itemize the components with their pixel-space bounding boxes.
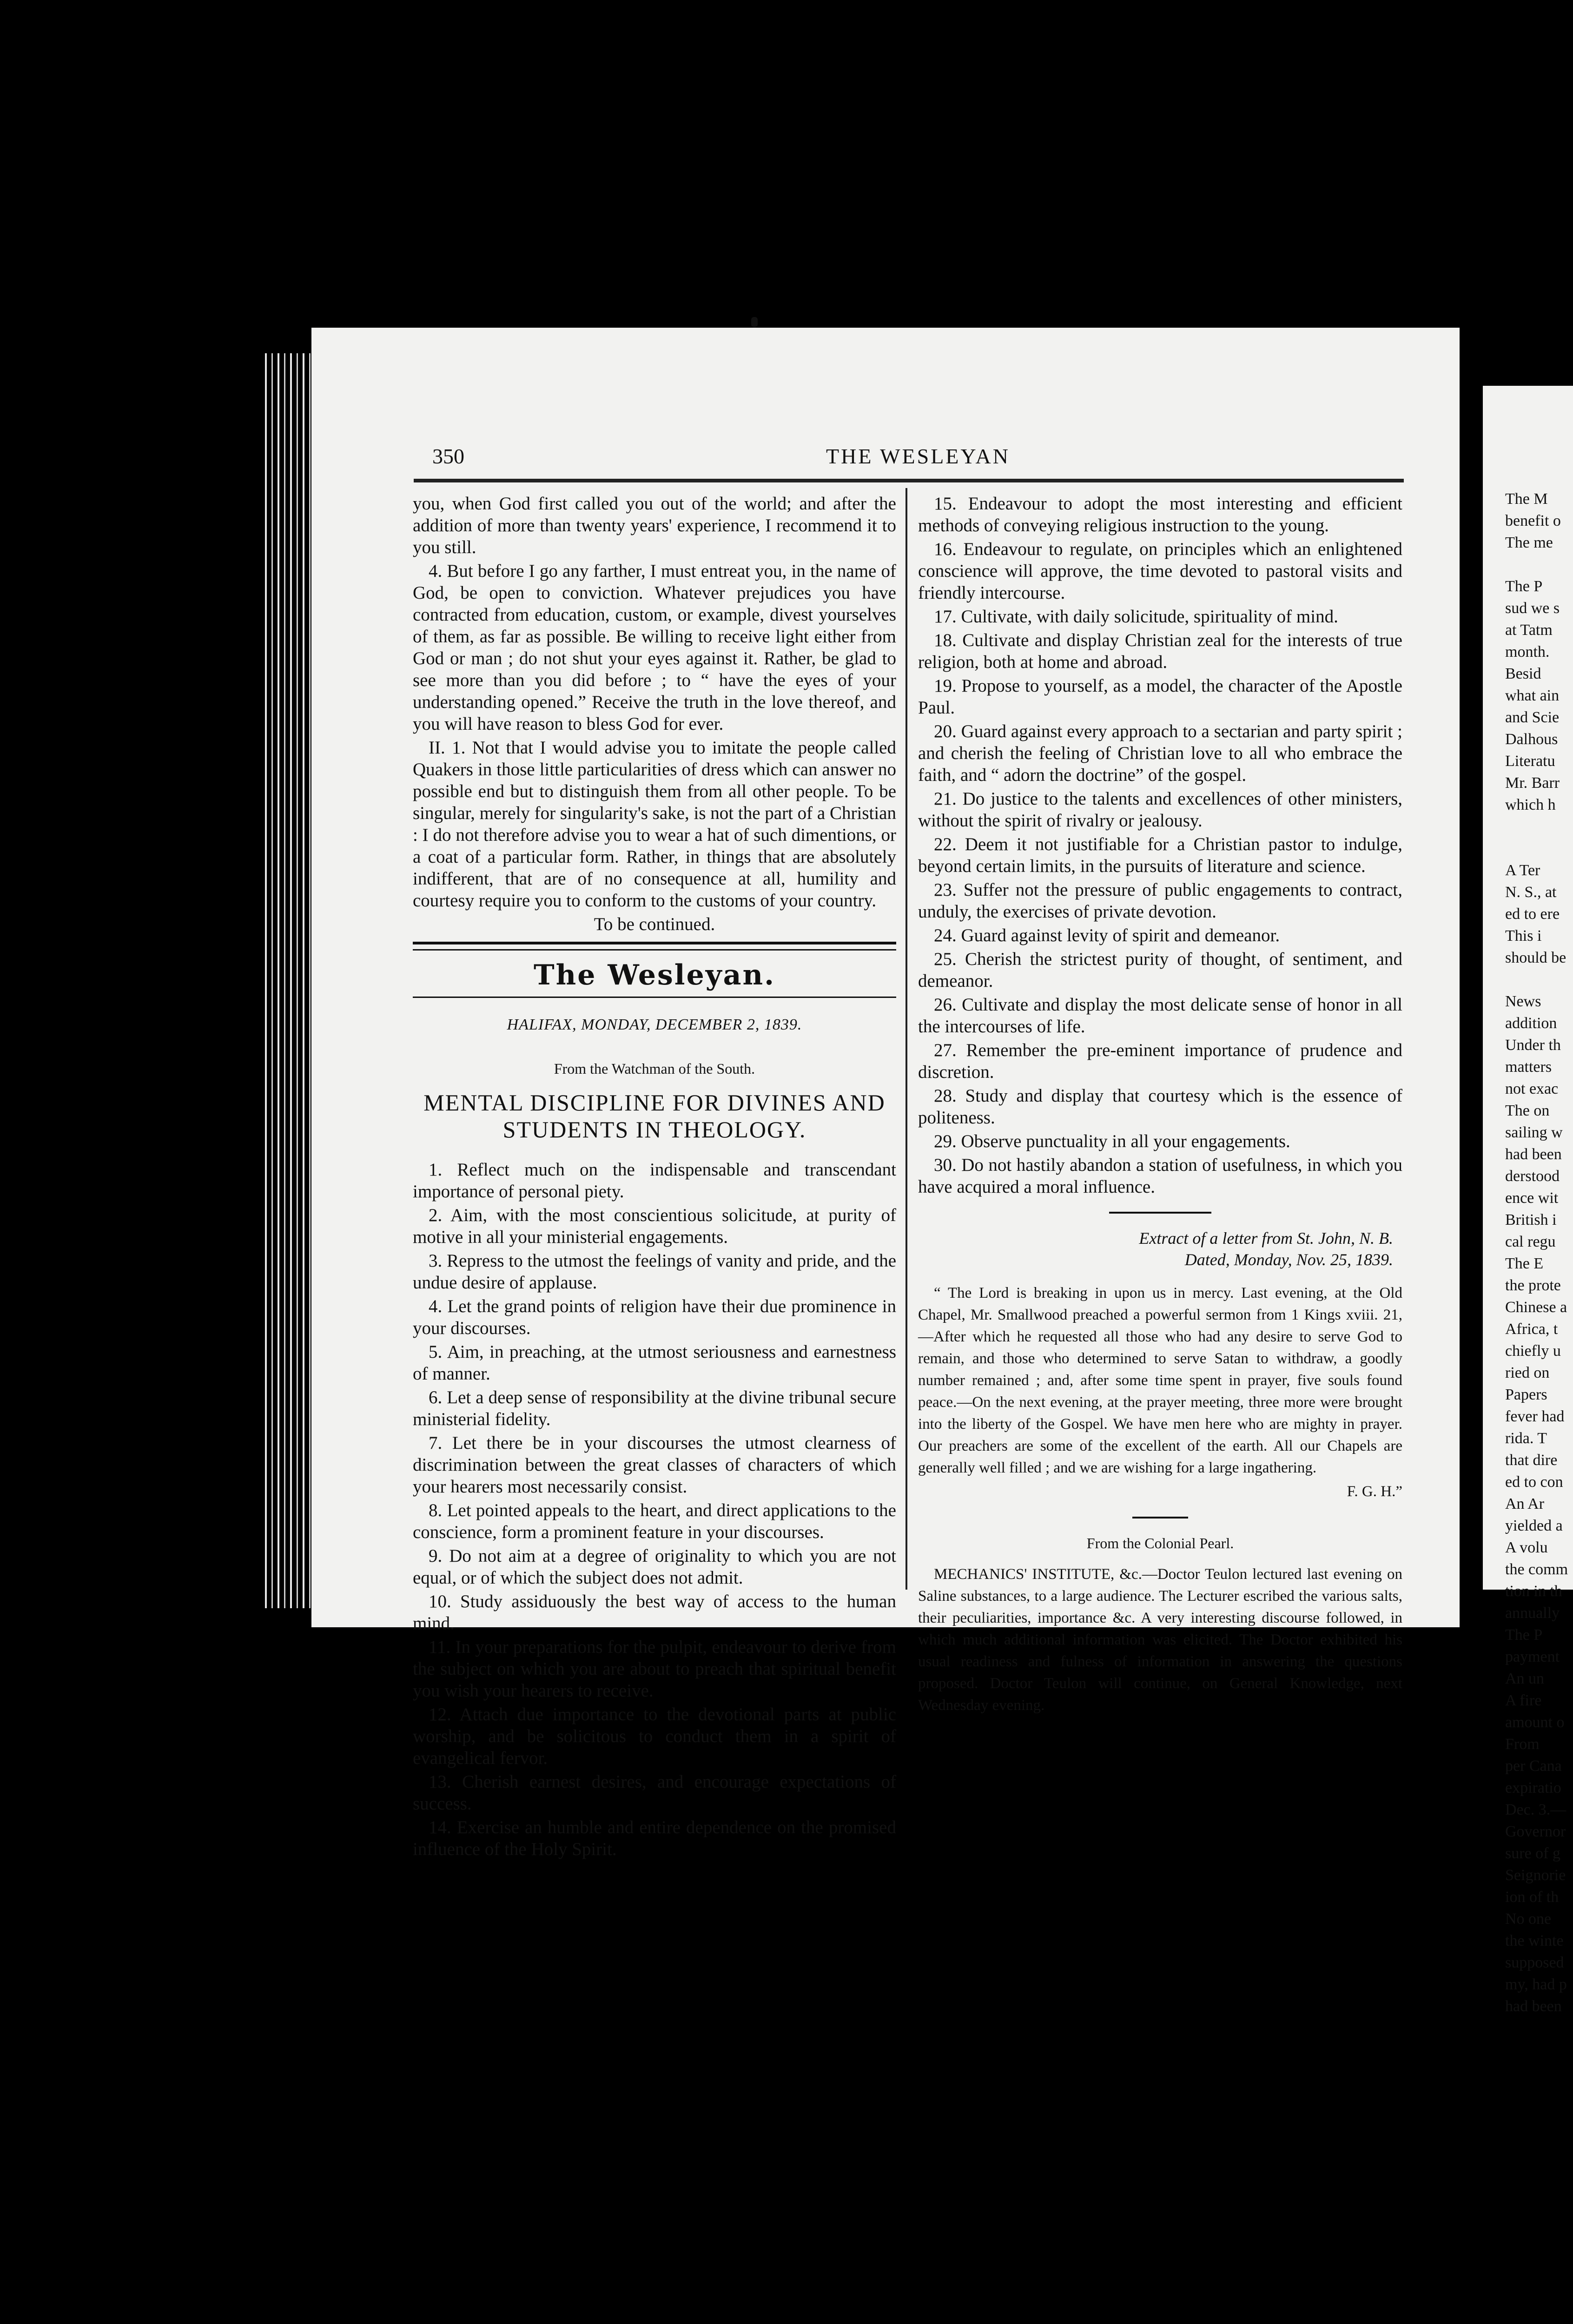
list-item: 23. Suffer not the pressure of public engagements to contract, unduly, the exercises of private devotion. bbox=[918, 880, 1402, 922]
list-item: 11. In your preparations for the pulpit, endeavour to derive from the subject on which you are about to preach that spiritual benefit you wish your hearers to receive. bbox=[413, 1637, 896, 1701]
list-item: 30. Do not hastily abandon a station of usefulness, in which you have acquired a moral influence. bbox=[918, 1155, 1402, 1197]
facing-page-line: ed to con bbox=[1505, 1473, 1563, 1491]
facing-page-line: sailing w bbox=[1505, 1124, 1563, 1141]
facing-page-line: The E bbox=[1505, 1255, 1544, 1272]
facing-page-line: had been bbox=[1505, 1146, 1562, 1163]
article-source: From the Colonial Pearl. bbox=[1086, 1535, 1234, 1552]
facing-page-line: An Ar bbox=[1505, 1495, 1545, 1512]
list-item: 22. Deem it not justifiable for a Christian pastor to indulge, beyond certain limits, in the pursuits of literature and science. bbox=[918, 834, 1402, 876]
facing-page-line: N. S., at bbox=[1505, 884, 1557, 901]
facing-page-line: chiefly u bbox=[1505, 1342, 1561, 1360]
facing-page-line: should be bbox=[1505, 949, 1566, 966]
facing-page-line: benefit o bbox=[1505, 512, 1561, 529]
page-number: 350 bbox=[432, 444, 464, 468]
extract-date: Dated, Monday, Nov. 25, 1839. bbox=[1184, 1250, 1393, 1269]
facing-page-text bbox=[1483, 386, 1573, 2017]
facing-page-line: A fire bbox=[1505, 1692, 1542, 1709]
facing-page-line: A volu bbox=[1505, 1539, 1548, 1556]
divider-rule bbox=[1109, 1212, 1211, 1214]
facing-page-line: the winte bbox=[1505, 1932, 1564, 1949]
facing-page-line bbox=[1505, 554, 1573, 575]
intro-paragraph: 4. But before I go any farther, I must entreat you, in the name of God, be open to conviction. Whatever prejudices you have contracted from education, custom, or example, divest yourselves of them, as far as possible. Be willing to receive light either from God or man ; do not shut your eyes against it. Rather, be glad to see more than you did before ; to “ have the eyes of your understanding opened.” Receive the truth in the love thereof, and you will have reason to bless God for ever. bbox=[413, 561, 896, 734]
facing-page-line: The P bbox=[1505, 1626, 1543, 1644]
facing-page-line: ried on bbox=[1505, 1364, 1550, 1381]
facing-page-line: Besid bbox=[1505, 665, 1541, 682]
facing-page-line bbox=[1505, 969, 1573, 990]
headline-line: MENTAL DISCIPLINE FOR DIVINES AND bbox=[423, 1089, 886, 1116]
list-item: 2. Aim, with the most conscientious solicitude, at purity of motive in all your ministerial engagements. bbox=[413, 1205, 896, 1247]
facing-page-line: Seignorie bbox=[1505, 1867, 1566, 1884]
list-item: 15. Endeavour to adopt the most interesting and efficient methods of conveying religious instruction to the young. bbox=[918, 494, 1402, 535]
facing-page-line: addition bbox=[1505, 1015, 1557, 1032]
facing-page-line: which h bbox=[1505, 796, 1556, 813]
intro-paragraph: II. 1. Not that I would advise you to imitate the people called Quakers in those little particularities of dress which can answer no possible end but to distinguish them from all other people. To be singular, merely for singularity's sake, is not the part of a Christian : I do not therefore advise you to wear a hat of such dimentions, or a coat of a particular form. Rather, in things that are absolutely indifferent, that are of no consequence at all, humility and courtesy require you to conform to the customs of your country. bbox=[413, 738, 896, 911]
facing-page-line: the comm bbox=[1505, 1561, 1568, 1578]
facing-page-line: not exac bbox=[1505, 1080, 1559, 1097]
masthead-rule bbox=[413, 997, 896, 998]
mechanics-paragraph: MECHANICS' INSTITUTE, &c.—Doctor Teulon lectured last evening on Saline substances, to a large audience. The Lecturer escribed the various salts, their peculiarities, importance &c. A very interesting discourse followed, in which much additional information was elicited. The Doctor exhibited his usual readiness and fulness of information in answering the questions proposed. Doctor Teulon will continue, on General Knowledge, next Wednesday evening. bbox=[918, 1566, 1402, 1714]
facing-page-line bbox=[1505, 816, 1573, 838]
list-item: 21. Do justice to the talents and excellences of other ministers, without the spirit of rivalry or jealousy. bbox=[918, 789, 1402, 831]
list-item: 14. Exercise an humble and entire dependence on the promised influence of the Holy Spirit. bbox=[413, 1817, 896, 1859]
facing-page-line: A Ter bbox=[1505, 862, 1540, 879]
facing-page-line: what ain bbox=[1505, 687, 1560, 704]
facing-page-line: that dire bbox=[1505, 1452, 1558, 1469]
facing-page-line: my, had p bbox=[1505, 1976, 1567, 1993]
extract-title: Extract of a letter from St. John, N. B. bbox=[1139, 1229, 1393, 1248]
list-item: 24. Guard against levity of spirit and demeanor. bbox=[934, 925, 1280, 945]
left-column bbox=[413, 493, 896, 1862]
column-separator bbox=[905, 488, 907, 1590]
facing-page-fragment bbox=[1483, 386, 1573, 2015]
facing-page-line: the prote bbox=[1505, 1277, 1561, 1294]
page-header bbox=[432, 444, 1404, 472]
header-rule bbox=[414, 479, 1404, 482]
list-item: 6. Let a deep sense of responsibility at the divine tribunal secure ministerial fidelity. bbox=[413, 1387, 896, 1429]
list-item: 18. Cultivate and display Christian zeal for the interests of true religion, both at home and abroad. bbox=[918, 630, 1402, 672]
list-item: 29. Observe punctuality in all your engagements. bbox=[934, 1131, 1290, 1151]
list-item: 7. Let there be in your discourses the utmost clearness of discrimination between the great classes of characters of which your hearers most necessarily consist. bbox=[413, 1433, 896, 1497]
extract-heading bbox=[918, 1228, 1393, 1270]
continued-note: To be continued. bbox=[594, 914, 715, 934]
list-item: 9. Do not aim at a degree of originality to which you are not equal, or of which the subject does not admit. bbox=[413, 1546, 896, 1588]
facing-page-line: ence wit bbox=[1505, 1189, 1559, 1207]
list-item: 8. Let pointed appeals to the heart, and direct applications to the conscience, form a prominent feature in your discourses. bbox=[413, 1500, 896, 1542]
intro-paragraph: you, when God first called you out of the world; and after the addition of more than twenty years' experience, I recommend it to you still. bbox=[413, 494, 896, 557]
running-title: THE WESLEYAN bbox=[826, 444, 1010, 468]
facing-page-line: Governor bbox=[1505, 1823, 1566, 1840]
facing-page-line: Dalhous bbox=[1505, 731, 1558, 748]
facing-page-line: at Tatm bbox=[1505, 621, 1553, 639]
facing-page-line: sure of g bbox=[1505, 1845, 1560, 1862]
facing-page-line: News bbox=[1505, 993, 1541, 1010]
facing-page-line: The M bbox=[1505, 490, 1548, 508]
facing-page-line: Under th bbox=[1505, 1037, 1561, 1054]
list-item: 28. Study and display that courtesy which is the essence of politeness. bbox=[918, 1086, 1402, 1128]
article-source: From the Watchman of the South. bbox=[554, 1060, 755, 1077]
facing-page-line: From bbox=[1505, 1736, 1540, 1753]
right-column bbox=[918, 493, 1402, 1718]
facing-page-line: British i bbox=[1505, 1211, 1557, 1228]
list-item: 13. Cherish earnest desires, and encourage expectations of success. bbox=[413, 1772, 896, 1814]
divider-rule bbox=[1132, 1517, 1188, 1519]
list-item: 20. Guard against every approach to a sectarian and party spirit ; and cherish the feeling of Christian love to all who embrace the faith, and “ adorn the doctrine” of the gospel. bbox=[918, 721, 1402, 785]
list-item: 25. Cherish the strictest purity of thought, of sentiment, and demeanor. bbox=[918, 949, 1402, 991]
facing-page-line: and Scie bbox=[1505, 709, 1560, 726]
list-item: 4. Let the grand points of religion have their due prominence in your discourses. bbox=[413, 1296, 896, 1338]
letter-signature: F. G. H.” bbox=[1347, 1483, 1402, 1500]
letter-text: “ The Lord is breaking in upon us in mercy. Last evening, at the Old Chapel, Mr. Smallwood preached a powerful sermon from 1 Kings xviii. 21,—After which he requested all those who had any desire to serve God to remain, and those who determined to serve Satan to withdraw, a goodly number remained ; and, after some time spent in prayer, five souls found peace.—On the next evening, at the prayer meeting, three more were brought into the liberty of the Gospel. We have men here who are mighty in prayer. Our preachers are some of the excellent of the earth. All our Chapels are generally well filled ; and we are wishing for a large ingathering. bbox=[918, 1285, 1402, 1476]
book-spine bbox=[260, 353, 316, 1608]
facing-page-line: payment bbox=[1505, 1648, 1560, 1665]
facing-page-line: sud we s bbox=[1505, 600, 1560, 617]
list-item: 27. Remember the pre-eminent importance of prudence and discretion. bbox=[918, 1040, 1402, 1082]
facing-page-line: Africa, t bbox=[1505, 1320, 1558, 1338]
facing-page-line: per Cana bbox=[1505, 1757, 1562, 1775]
headline-line: STUDENTS IN THEOLOGY. bbox=[502, 1116, 806, 1142]
facing-page-line: Mr. Barr bbox=[1505, 774, 1560, 792]
facing-page-line: An un bbox=[1505, 1670, 1545, 1687]
list-item: 17. Cultivate, with daily solicitude, spirituality of mind. bbox=[934, 607, 1338, 627]
facing-page-line: Dec. 3.— bbox=[1505, 1801, 1566, 1818]
dateline: HALIFAX, MONDAY, DECEMBER 2, 1839. bbox=[507, 1016, 802, 1033]
facing-page-line: The on bbox=[1505, 1102, 1550, 1119]
ink-blot bbox=[751, 317, 758, 327]
facing-page-line: The me bbox=[1505, 534, 1553, 551]
facing-page-line: No one bbox=[1505, 1910, 1552, 1928]
facing-page-line: matters bbox=[1505, 1058, 1552, 1076]
facing-page-line: ion of th bbox=[1505, 1888, 1559, 1906]
facing-page-line: Papers bbox=[1505, 1386, 1547, 1403]
facing-page-line: expiratio bbox=[1505, 1779, 1561, 1796]
facing-page-line: derstood bbox=[1505, 1168, 1560, 1185]
facing-page-line: The P bbox=[1505, 578, 1543, 595]
list-item: 19. Propose to yourself, as a model, the character of the Apostle Paul. bbox=[918, 676, 1402, 718]
facing-page-line: month. bbox=[1505, 643, 1550, 660]
facing-page-line bbox=[1505, 838, 1573, 859]
facing-page-line: ed to ere bbox=[1505, 905, 1560, 923]
facing-page-line: tion in th bbox=[1505, 1583, 1562, 1600]
facing-page-line: had been bbox=[1505, 1998, 1562, 2015]
section-rule bbox=[413, 942, 896, 951]
masthead: The Wesleyan. bbox=[534, 959, 775, 991]
list-item: 16. Endeavour to regulate, on principles which an enlightened conscience will approve, the time devoted to pastoral visits and friendly intercourse. bbox=[918, 539, 1402, 603]
facing-page-line: rida. T bbox=[1505, 1430, 1547, 1447]
list-item: 3. Repress to the utmost the feelings of vanity and pride, and the undue desire of applause. bbox=[413, 1251, 896, 1293]
facing-page-line: annually bbox=[1505, 1604, 1560, 1622]
facing-page-line: amount o bbox=[1505, 1714, 1565, 1731]
list-item: 5. Aim, in preaching, at the utmost seriousness and earnestness of manner. bbox=[413, 1342, 896, 1384]
article-headline bbox=[413, 1089, 896, 1143]
list-item: 10. Study assiduously the best way of access to the human mind. bbox=[413, 1591, 896, 1633]
list-item: 26. Cultivate and display the most delicate sense of honor in all the intercourses of life. bbox=[918, 995, 1402, 1037]
facing-page-line: yielded a bbox=[1505, 1517, 1563, 1534]
list-item: 12. Attach due importance to the devotional parts at public worship, and be solicitous to conduct them in a spirit of evangelical fervor. bbox=[413, 1704, 896, 1768]
facing-page-line: This i bbox=[1505, 927, 1542, 944]
list-item: 1. Reflect much on the indispensable and transcendant importance of personal piety. bbox=[413, 1160, 896, 1202]
facing-page-line: supposed bbox=[1505, 1954, 1564, 1971]
facing-page-line: Literatu bbox=[1505, 753, 1555, 770]
facing-page-line: cal regu bbox=[1505, 1233, 1556, 1250]
facing-page-line: fever had bbox=[1505, 1408, 1565, 1425]
facing-page-line: Chinese a bbox=[1505, 1299, 1567, 1316]
